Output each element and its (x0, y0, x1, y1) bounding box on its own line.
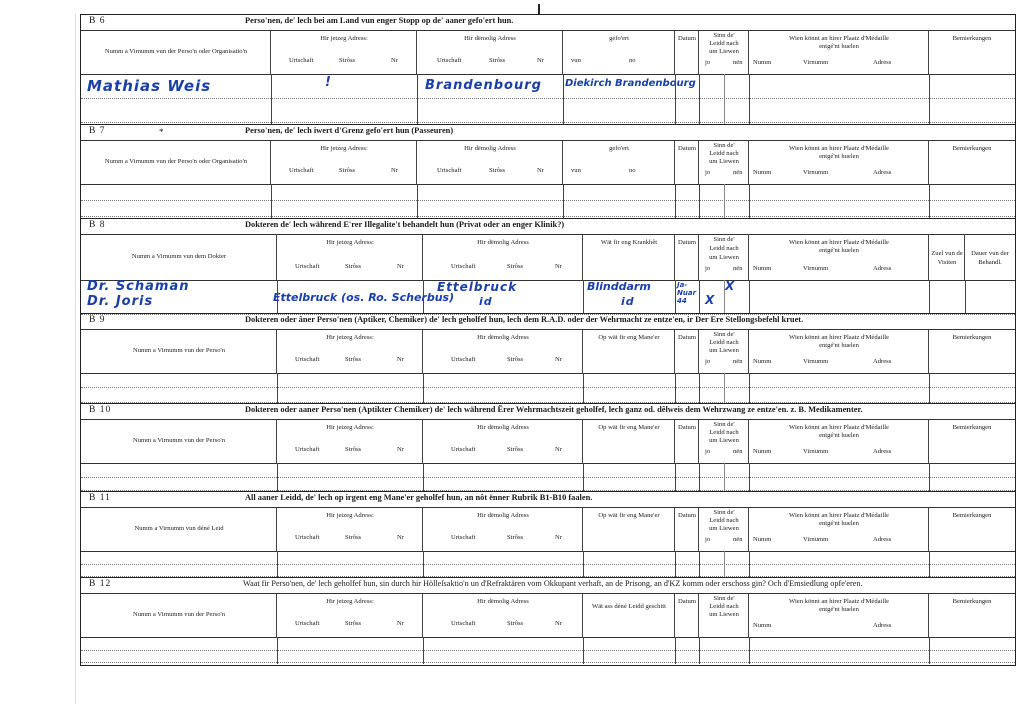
remarks-header: Bemierkungen (952, 35, 992, 42)
column-header-row (81, 31, 1015, 75)
handwritten-transport: Diekirch Brandenbourg (565, 78, 696, 89)
column-header-row: Numm a Virnumm vun der Perso'n Hir jetzeg Adress: Urtschaft Strôss Nr Hir dëmolig Adress Urtschaft Strôss Nr Wät ass déné Leidd geschitt Datum Sinn de' Leidd nach um Liewen Wien könnt an hirer Plaatz d'Médaille entgé'nt huelen Numm Adress Bemierkungen (81, 594, 1015, 638)
name-column-header: Numm a Virnumm vun der Perso'n oder Organisatio'n (81, 31, 271, 74)
section-code: B 12 (89, 579, 112, 589)
section-title: All aaner Leidd, de' lech op irgent eng Mane'er geholfef hun, an nôt ënner Rubrik B1-B10 faalen. (245, 493, 593, 502)
section-title: Perso'nen, de' lech bei am Land vun enger Stopp op de' aaner gefo'ert hun. (245, 16, 514, 25)
section-b11 (81, 492, 1015, 578)
entry-row[interactable] (81, 464, 1015, 478)
section-header (81, 404, 1015, 420)
column-header-row: Numm a Virnumm vun déné Leid Hir jetzeg Adress: Urtschaft Strôss Nr Hir dëmolig Adress Urtschaft Strôss Nr Op wät fir eng Mane'er Datum Sinn de' Leidd nach um Liewen jo nën Wien könnt an hirer Plaatz d'Médaille entgé'nt huelen Numm Virnumm Adress Bemierkungen (81, 508, 1015, 552)
entry-row[interactable] (81, 651, 1015, 663)
handwritten-current-address: ! (325, 75, 332, 90)
section-header (81, 219, 1015, 235)
section-b9 (81, 314, 1015, 404)
entry-row[interactable] (81, 201, 1015, 217)
medal-header: Wien könnt an hirer Plaatz d'Médaille entgé'nt huelen Numm Virnumm Adress (749, 31, 929, 74)
entry-row[interactable] (81, 565, 1015, 577)
handwritten-check-2: X (705, 293, 716, 307)
section-header (81, 15, 1015, 31)
handwritten-former-address: Ettelbruck (437, 280, 518, 294)
margin-line (75, 14, 76, 704)
section-title: Dokteren oder âner Perso'nen (Aptiker, Chemiker) de' lech geholfef hun, lech dem R.A.D. oder der Wehrmacht ze entze'en, ir Der Ere Stellongsbefehl kruet. (245, 315, 804, 324)
current-address-header: Hir jetzeg Adress: Urtschaft Strôss Nr (271, 31, 417, 74)
entry-row[interactable] (81, 388, 1015, 403)
section-b7 (81, 125, 1015, 219)
column-header-row: Numm a Virnumm vun dem Dokter Hir jetzeg Adress: Urtschaft Strôss Nr Hir dëmolig Adress Urtschaft Strôss Nr Wät fir eng Krankhêt Datum Sinn de' Leidd nach um Liewen jo nën Wien könnt an hirer Plaatz d'Médaille entgé'nt huelen Numm Virnumm Adress Zuel vun de Visiten Dauer vun der Behandl. (81, 235, 1015, 281)
handwritten-date: Ja-Nuar 44 (677, 281, 697, 305)
section-b8 (81, 219, 1015, 314)
section-code: B 6 (89, 16, 106, 26)
entry-row[interactable] (81, 281, 1015, 315)
date-header: Datum (675, 31, 699, 74)
column-header-row: Numm a Virnumm vun der Perso'n Hir jetzeg Adress: Urtschaft Strôss Nr Hir dëmolig Adress Urtschaft Strôss Nr Op wät fir eng Mane'er Datum Sinn de' Leidd nach um Liewen jo nën Wien könnt an hirer Plaatz d'Médaille entgé'nt huelen Numm Virnumm Adress Bemierkungen (81, 330, 1015, 374)
column-header-row: Numm a Virnumm vun der Perso'n Hir jetzeg Adress: Urtschaft Strôss Nr Hir dëmolig Adress Urtschaft Strôss Nr Op wät fir eng Mane'er Datum Sinn de' Leidd nach um Liewen jo nën Wien könnt an hirer Plaatz d'Médaille entgé'nt huelen Numm Virnumm Adress Bemierkungen (81, 420, 1015, 464)
transported-header: gefo'ert vun no (563, 31, 675, 74)
handwritten-current-address: Ettelbruck (os. Ro. Scherbus) (273, 291, 455, 304)
handwritten-name: Mathias Weis (87, 77, 212, 95)
handwritten-check: X (725, 279, 736, 293)
questionnaire-form (80, 14, 1016, 666)
entry-row[interactable] (81, 75, 1015, 99)
handwritten-name: Dr. Schaman (87, 279, 190, 294)
entry-row[interactable] (81, 552, 1015, 565)
section-code: B 7 (89, 126, 106, 136)
section-b12 (81, 578, 1015, 664)
entry-row[interactable] (81, 99, 1015, 123)
entry-row[interactable] (81, 185, 1015, 201)
alive-header: Sinn de' Leidd nach um Liewen jo nën (699, 31, 749, 74)
handwritten-illness-id: id (621, 295, 635, 308)
section-b10 (81, 404, 1015, 492)
section-code: B 9 (89, 315, 106, 325)
handwritten-former-address-id: id (479, 295, 493, 308)
entry-row[interactable] (81, 478, 1015, 491)
entry-row[interactable] (81, 374, 1015, 388)
section-title: Waat fir Perso'nen, de' lech geholfef hun, sin durch hir Hölleſsaktio'n un d'Refraktären vom Okkupant verhaft, an de Prisong, an d'KZ komm oder erschoss gin? Och d'Emsiedlung opfe'eren. (243, 579, 863, 588)
section-title: Dokteren de' lech während E'rer Illegalite't behandelt hun (Privat oder an enger Klinik?) (245, 220, 565, 229)
section-header (81, 125, 1015, 141)
handwritten-name-2: Dr. Joris (87, 294, 154, 309)
section-header (81, 492, 1015, 508)
asterisk-mark: * (159, 127, 164, 137)
handwritten-former-address: Brandenbourg (425, 78, 542, 93)
former-address-header: Hir dëmolig Adress Urtschaft Strôss Nr (417, 31, 563, 74)
entry-row[interactable] (81, 638, 1015, 651)
section-header (81, 314, 1015, 330)
section-header (81, 578, 1015, 594)
section-code: B 10 (89, 405, 112, 415)
section-b6 (81, 15, 1015, 125)
column-header-row: Numm a Virnumm vun der Perso'n oder Organisatio'n Hir jetzeg Adress: Urtschaft Strôss Nr Hir dëmolig Adress Urtschaft Strôss Nr gefo'ert vun no Datum Sinn de' Leidd nach um Liewen jo nën Wien könnt an hirer Plaatz d'Médaille entgé'nt huelen Numm Virnumm Adress Bemierkungen (81, 141, 1015, 185)
section-code: B 8 (89, 220, 106, 230)
section-title: Perso'nen, de' lech iwert d'Grenz gefo'ert hun (Passeuren) (245, 126, 454, 135)
section-code: B 11 (89, 493, 111, 503)
section-title: Dokteren oder aaner Perso'nen (Aptikter Chemiker) de' lech während Ërer Wehrmachtszeit geholfef, lech ganz od. dêlweis dem Wehrzwang ze entze'en. z. B. Medikamenter. (245, 405, 863, 414)
handwritten-illness: Blinddarm (587, 280, 651, 293)
